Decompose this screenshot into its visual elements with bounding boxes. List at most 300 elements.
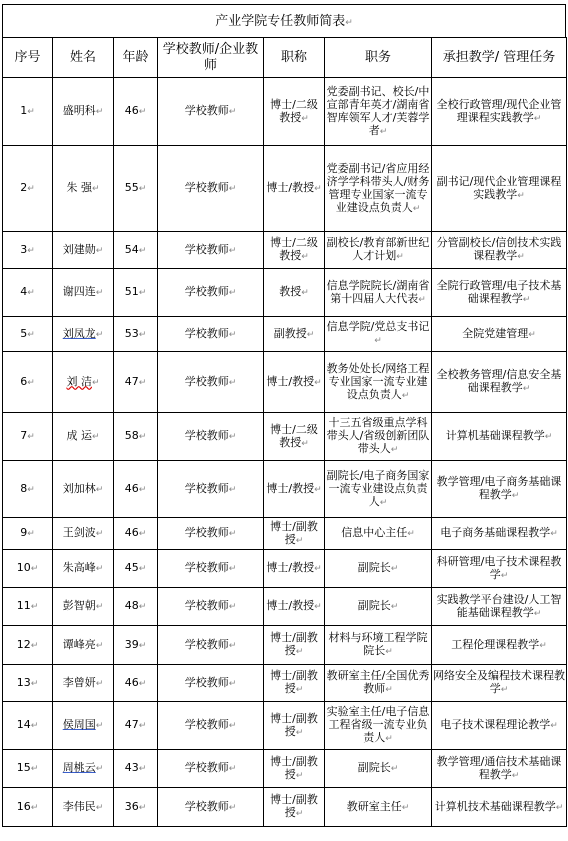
teacher-task-cell	[432, 588, 567, 626]
teacher-title: 博士/二级教授	[270, 422, 318, 449]
teacher-title-cell	[264, 269, 325, 317]
teacher-duty-cell	[325, 413, 432, 461]
paragraph-mark-icon: ↵	[27, 245, 35, 256]
teacher-age: 46	[124, 526, 139, 539]
paragraph-mark-icon: ↵	[418, 294, 426, 305]
paragraph-mark-icon: ↵	[412, 203, 421, 214]
teacher-title: 博士/副教授	[270, 711, 318, 738]
table-row	[3, 750, 567, 788]
paragraph-mark-icon: ↵	[295, 727, 304, 738]
teacher-name-cell	[53, 626, 114, 665]
header-cell: 年龄	[114, 38, 158, 78]
teacher-task-cell	[432, 413, 567, 461]
teacher-duty-cell	[325, 665, 432, 702]
paragraph-mark-icon: ↵	[295, 770, 304, 781]
teacher-title: 教授	[279, 285, 302, 298]
teacher-type: 学校教师	[184, 326, 229, 340]
teacher-task: 电子技术课程理论教学	[440, 718, 551, 731]
teacher-duty: 教研室主任/全国优秀教师	[326, 669, 430, 695]
paragraph-mark-icon: ↵	[138, 432, 147, 442]
teacher-task: 全校行政管理/现代企业管理课程实践教学	[436, 97, 562, 124]
row-number-cell	[3, 550, 53, 588]
paragraph-mark-icon: ↵	[314, 184, 322, 194]
row-number: 10	[16, 561, 31, 574]
teacher-title: 博士/二级教授	[270, 97, 318, 124]
row-number-cell	[3, 788, 53, 827]
teacher-age: 55	[124, 181, 139, 194]
row-number: 8	[20, 481, 28, 495]
paragraph-mark-icon: ↵	[138, 484, 147, 495]
header-cell: 职称	[264, 38, 325, 78]
teacher-age: 47	[124, 718, 139, 731]
teacher-task: 全院党建管理	[462, 326, 529, 340]
paragraph-mark-icon: ↵	[295, 685, 304, 695]
teacher-duty-cell	[325, 78, 432, 146]
row-number-cell	[3, 232, 53, 269]
teacher-task-cell	[432, 232, 567, 269]
teacher-name-cell	[53, 750, 114, 788]
teacher-name-cell	[53, 352, 114, 413]
teacher-name-cell	[53, 146, 114, 232]
teacher-duty-cell	[325, 702, 432, 750]
teacher-title: 博士/副教授	[270, 793, 318, 819]
teacher-title: 副教授	[273, 326, 307, 340]
teacher-title-cell	[264, 352, 325, 413]
teacher-name: 侯周国	[62, 718, 96, 731]
table-title	[2, 4, 566, 38]
paragraph-mark-icon: ↵	[228, 764, 237, 774]
teacher-duty: 信息学院/党总支书记	[326, 320, 430, 333]
header-cell: 承担教学/ 管理任务	[432, 38, 567, 78]
paragraph-mark-icon: ↵	[27, 484, 35, 495]
teacher-task: 电子商务基础课程教学	[440, 526, 551, 539]
row-number-cell	[3, 269, 53, 317]
paragraph-mark-icon: ↵	[390, 764, 399, 774]
paragraph-mark-icon: ↵	[228, 377, 237, 388]
teacher-age: 46	[124, 104, 139, 117]
teacher-age: 43	[124, 761, 139, 774]
paragraph-mark-icon: ↵	[390, 602, 399, 612]
paragraph-mark-icon: ↵	[385, 685, 393, 695]
teacher-title: 博士/教授	[266, 481, 315, 495]
teacher-name-cell	[53, 550, 114, 588]
paragraph-mark-icon: ↵	[401, 390, 410, 401]
teacher-age-cell	[114, 588, 158, 626]
header-cell: 姓名	[53, 38, 114, 78]
teacher-type-cell	[158, 550, 264, 588]
teacher-type-cell	[158, 788, 264, 827]
paragraph-mark-icon: ↵	[345, 18, 353, 28]
paragraph-mark-icon: ↵	[27, 107, 35, 117]
teacher-title-cell	[264, 788, 325, 827]
row-number: 4	[20, 285, 28, 298]
teacher-age-cell	[114, 413, 158, 461]
paragraph-mark-icon: ↵	[306, 329, 315, 340]
row-number: 13	[16, 675, 31, 689]
paragraph-mark-icon: ↵	[91, 377, 100, 388]
row-number-cell	[3, 352, 53, 413]
row-number-cell	[3, 665, 53, 702]
paragraph-mark-icon: ↵	[500, 570, 509, 581]
teacher-task: 全院行政管理/电子技术基础课程教学	[436, 278, 562, 305]
table-row	[3, 413, 567, 461]
paragraph-mark-icon: ↵	[95, 564, 104, 574]
teacher-age-cell	[114, 352, 158, 413]
paragraph-mark-icon: ↵	[95, 288, 104, 298]
teacher-duty-cell	[325, 461, 432, 518]
row-number-cell	[3, 413, 53, 461]
teacher-title-cell	[264, 317, 325, 352]
teacher-duty: 副院长	[357, 761, 391, 774]
teacher-task: 全校教务管理/信息安全基础课程教学	[436, 368, 562, 394]
teacher-task-cell	[432, 352, 567, 413]
teacher-task-cell	[432, 78, 567, 146]
paragraph-mark-icon: ↵	[95, 529, 104, 539]
teacher-task-cell	[432, 146, 567, 232]
teacher-duty: 信息中心主任	[341, 526, 408, 539]
teacher-age: 36	[124, 799, 139, 813]
teacher-type-cell	[158, 352, 264, 413]
paragraph-mark-icon: ↵	[511, 770, 520, 781]
teacher-name-cell	[53, 518, 114, 550]
table-row	[3, 269, 567, 317]
teacher-duty-cell	[325, 750, 432, 788]
paragraph-mark-icon: ↵	[30, 802, 39, 813]
table-row	[3, 232, 567, 269]
teacher-task-cell	[432, 461, 567, 518]
row-number: 2	[20, 181, 28, 194]
paragraph-mark-icon: ↵	[517, 190, 525, 201]
teacher-duty-cell	[325, 788, 432, 827]
teacher-title-cell	[264, 702, 325, 750]
row-number: 11	[16, 599, 31, 612]
paragraph-mark-icon: ↵	[138, 602, 147, 612]
teacher-task: 计算机基础课程教学	[445, 429, 545, 442]
paragraph-mark-icon: ↵	[138, 678, 147, 689]
teacher-task-cell	[432, 750, 567, 788]
row-number: 12	[16, 637, 31, 651]
paragraph-mark-icon: ↵	[511, 491, 520, 501]
paragraph-mark-icon: ↵	[30, 602, 39, 612]
teacher-duty: 副院长	[357, 599, 391, 612]
table-row	[3, 461, 567, 518]
teacher-title-cell	[264, 146, 325, 232]
teacher-duty-cell	[325, 626, 432, 665]
teacher-name: 李曾妍	[62, 675, 96, 689]
teacher-task-cell	[432, 550, 567, 588]
teacher-name-cell	[53, 588, 114, 626]
teacher-age-cell	[114, 461, 158, 518]
teacher-type-cell	[158, 702, 264, 750]
teacher-name: 朱 强	[66, 181, 92, 194]
teacher-type: 学校教师	[184, 104, 229, 117]
paragraph-mark-icon: ↵	[544, 432, 553, 442]
paragraph-mark-icon: ↵	[301, 252, 309, 262]
teacher-type-cell	[158, 413, 264, 461]
paragraph-mark-icon: ↵	[228, 288, 237, 298]
paragraph-mark-icon: ↵	[295, 535, 304, 546]
paragraph-mark-icon: ↵	[138, 184, 147, 194]
teacher-type-cell	[158, 518, 264, 550]
table-row	[3, 550, 567, 588]
paragraph-mark-icon: ↵	[555, 802, 564, 813]
teacher-type: 学校教师	[184, 637, 229, 651]
teacher-age: 51	[124, 285, 139, 298]
teacher-task-cell	[432, 702, 567, 750]
header-cell: 职务	[325, 38, 432, 78]
row-number: 9	[20, 526, 28, 539]
teacher-task-cell	[432, 518, 567, 550]
teacher-age: 45	[124, 561, 139, 574]
paragraph-mark-icon: ↵	[390, 445, 399, 455]
paragraph-mark-icon: ↵	[522, 384, 531, 394]
teacher-task-cell	[432, 665, 567, 702]
teacher-duty: 党委副书记/省应用经济学学科带头人/财务管理专业国家一流专业建设点负责人	[326, 161, 430, 214]
teacher-title: 博士/副教授	[270, 519, 318, 546]
header-row	[3, 38, 567, 78]
row-number-cell	[3, 750, 53, 788]
paragraph-mark-icon: ↵	[314, 602, 322, 612]
teacher-title-cell	[264, 626, 325, 665]
paragraph-mark-icon: ↵	[228, 602, 237, 612]
teacher-type-cell	[158, 269, 264, 317]
teacher-age-cell	[114, 665, 158, 702]
teacher-duty-cell	[325, 146, 432, 232]
paragraph-mark-icon: ↵	[396, 252, 404, 262]
teacher-type-cell	[158, 461, 264, 518]
row-number-cell	[3, 626, 53, 665]
paragraph-mark-icon: ↵	[314, 484, 322, 495]
teacher-name-cell	[53, 665, 114, 702]
paragraph-mark-icon: ↵	[138, 764, 147, 774]
teacher-name: 谢四连	[62, 285, 96, 298]
paragraph-mark-icon: ↵	[228, 640, 237, 651]
teacher-name: 刘凤龙	[62, 326, 96, 340]
table-row	[3, 588, 567, 626]
row-number: 15	[16, 761, 31, 774]
paragraph-mark-icon: ↵	[550, 529, 558, 539]
table-title-text: 产业学院专任教师简表	[215, 14, 346, 29]
paragraph-mark-icon: ↵	[314, 564, 322, 574]
teacher-type: 学校教师	[184, 561, 229, 574]
teacher-duty: 教务处处长/网络工程专业国家一流专业建设点负责人	[326, 361, 430, 401]
paragraph-mark-icon: ↵	[27, 288, 35, 298]
header-cell: 序号	[3, 38, 53, 78]
teacher-type-cell	[158, 232, 264, 269]
teacher-duty: 党委副书记、校长/中宣部青年英才/湖南省智库领军人才/芙蓉学者	[326, 84, 430, 137]
teacher-type-cell	[158, 750, 264, 788]
paragraph-mark-icon: ↵	[95, 484, 104, 495]
teacher-task: 实践教学平台建设/人工智能基础课程教学	[436, 592, 562, 619]
teacher-type-cell	[158, 78, 264, 146]
paragraph-mark-icon: ↵	[95, 107, 104, 117]
teacher-type-cell	[158, 317, 264, 352]
teacher-title-cell	[264, 665, 325, 702]
paragraph-mark-icon: ↵	[374, 336, 382, 346]
teacher-name: 刘 洁	[66, 374, 92, 388]
teacher-duty: 副院长/电子商务国家一流专业建设点负责人	[326, 468, 430, 508]
paragraph-mark-icon: ↵	[533, 113, 542, 124]
teacher-type: 学校教师	[184, 429, 229, 442]
teacher-title: 博士/教授	[266, 561, 315, 574]
table-row	[3, 78, 567, 146]
teacher-age-cell	[114, 232, 158, 269]
teacher-duty-cell	[325, 232, 432, 269]
teacher-duty: 十三五省级重点学科带头人/省级创新团队带头人	[326, 416, 430, 455]
teacher-age: 48	[124, 599, 139, 612]
row-number: 6	[20, 374, 28, 388]
paragraph-mark-icon: ↵	[314, 377, 322, 388]
teacher-age: 46	[124, 481, 139, 495]
paragraph-mark-icon: ↵	[138, 721, 147, 731]
teacher-name: 谭峰亮	[62, 637, 96, 651]
teacher-age-cell	[114, 78, 158, 146]
teacher-age: 58	[124, 429, 139, 442]
teacher-duty: 副校长/教育部新世纪人才计划	[326, 236, 430, 262]
teacher-age-cell	[114, 550, 158, 588]
teacher-type-cell	[158, 665, 264, 702]
paragraph-mark-icon: ↵	[30, 640, 39, 651]
paragraph-mark-icon: ↵	[27, 377, 35, 388]
teacher-title: 博士/副教授	[270, 754, 318, 781]
paragraph-mark-icon: ↵	[500, 685, 509, 695]
paragraph-mark-icon: ↵	[27, 529, 35, 539]
teacher-type: 学校教师	[184, 799, 229, 813]
teacher-name-cell	[53, 413, 114, 461]
paragraph-mark-icon: ↵	[138, 288, 147, 298]
row-number: 16	[16, 799, 31, 813]
teacher-task-cell	[432, 626, 567, 665]
paragraph-mark-icon: ↵	[30, 764, 39, 774]
teacher-task: 工程伦理课程教学	[451, 637, 540, 651]
teacher-title-cell	[264, 518, 325, 550]
teacher-age-cell	[114, 518, 158, 550]
teacher-type: 学校教师	[184, 181, 229, 194]
teacher-task: 副书记/现代企业管理课程实践教学	[436, 174, 562, 201]
table-row	[3, 665, 567, 702]
row-number-cell	[3, 518, 53, 550]
paragraph-mark-icon: ↵	[138, 377, 147, 388]
teacher-duty-cell	[325, 550, 432, 588]
paragraph-mark-icon: ↵	[138, 640, 147, 651]
paragraph-mark-icon: ↵	[27, 329, 35, 340]
row-number-cell	[3, 702, 53, 750]
teacher-title: 博士/教授	[266, 599, 315, 612]
row-number: 3	[20, 242, 28, 256]
teacher-name: 王剑波	[62, 526, 96, 539]
paragraph-mark-icon: ↵	[95, 602, 104, 612]
paragraph-mark-icon: ↵	[517, 252, 525, 262]
paragraph-mark-icon: ↵	[295, 809, 304, 819]
teacher-name-cell	[53, 317, 114, 352]
teacher-type-cell	[158, 146, 264, 232]
paragraph-mark-icon: ↵	[228, 107, 237, 117]
teacher-age-cell	[114, 317, 158, 352]
teacher-name: 刘加林	[62, 481, 96, 495]
teacher-duty-cell	[325, 269, 432, 317]
teacher-title: 博士/副教授	[270, 631, 318, 657]
table-row	[3, 626, 567, 665]
paragraph-mark-icon: ↵	[539, 640, 547, 651]
teacher-age-cell	[114, 788, 158, 827]
paragraph-mark-icon: ↵	[228, 802, 237, 813]
paragraph-mark-icon: ↵	[533, 608, 542, 619]
paragraph-mark-icon: ↵	[301, 113, 309, 124]
paragraph-mark-icon: ↵	[228, 245, 237, 256]
teacher-title-cell	[264, 78, 325, 146]
teacher-name: 彭智朝	[62, 599, 96, 612]
paragraph-mark-icon: ↵	[95, 329, 104, 340]
teacher-age-cell	[114, 702, 158, 750]
table-row	[3, 317, 567, 352]
teacher-name: 成 运	[66, 429, 92, 442]
table-row	[3, 702, 567, 750]
paragraph-mark-icon: ↵	[228, 329, 237, 340]
row-number-cell	[3, 78, 53, 146]
paragraph-mark-icon: ↵	[228, 564, 237, 574]
teacher-title-cell	[264, 588, 325, 626]
paragraph-mark-icon: ↵	[407, 529, 415, 539]
header-cell: 学校教师/企业教师	[158, 38, 264, 78]
teacher-name: 周桃云	[62, 761, 96, 774]
teacher-age: 47	[124, 374, 139, 388]
paragraph-mark-icon: ↵	[528, 329, 536, 340]
teacher-age: 39	[124, 637, 139, 651]
paragraph-mark-icon: ↵	[228, 721, 237, 731]
teacher-age: 46	[124, 675, 139, 689]
teacher-name-cell	[53, 78, 114, 146]
paragraph-mark-icon: ↵	[295, 647, 304, 657]
row-number-cell	[3, 461, 53, 518]
paragraph-mark-icon: ↵	[91, 184, 100, 194]
teacher-task: 计算机技术基础课程教学	[434, 799, 556, 813]
paragraph-mark-icon: ↵	[385, 734, 393, 744]
table-row	[3, 146, 567, 232]
paragraph-mark-icon: ↵	[228, 484, 237, 495]
teacher-task-cell	[432, 788, 567, 827]
paragraph-mark-icon: ↵	[95, 764, 104, 774]
teacher-title: 博士/教授	[266, 181, 315, 194]
teacher-age-cell	[114, 269, 158, 317]
teacher-type: 学校教师	[184, 718, 229, 731]
teacher-title-cell	[264, 750, 325, 788]
table-row	[3, 518, 567, 550]
paragraph-mark-icon: ↵	[91, 432, 100, 442]
table-row	[3, 788, 567, 827]
paragraph-mark-icon: ↵	[301, 288, 309, 298]
teacher-duty: 实验室主任/电子信息工程省级一流专业负责人	[326, 705, 430, 744]
teacher-task: 教学管理/电子商务基础课程教学	[436, 475, 562, 501]
teacher-age-cell	[114, 626, 158, 665]
row-number: 1	[20, 104, 28, 117]
paragraph-mark-icon: ↵	[379, 497, 388, 508]
row-number-cell	[3, 588, 53, 626]
paragraph-mark-icon: ↵	[228, 184, 237, 194]
teacher-type: 学校教师	[184, 374, 229, 388]
teacher-type-cell	[158, 588, 264, 626]
paragraph-mark-icon: ↵	[522, 294, 531, 305]
teacher-name: 朱高峰	[62, 561, 96, 574]
teacher-title-cell	[264, 550, 325, 588]
paragraph-mark-icon: ↵	[228, 678, 237, 689]
teacher-task: 教学管理/通信技术基础课程教学	[436, 754, 562, 781]
row-number-cell	[3, 146, 53, 232]
teacher-type: 学校教师	[184, 481, 229, 495]
teacher-task-cell	[432, 269, 567, 317]
teacher-name-cell	[53, 788, 114, 827]
paragraph-mark-icon: ↵	[550, 721, 558, 731]
teacher-name-cell	[53, 269, 114, 317]
